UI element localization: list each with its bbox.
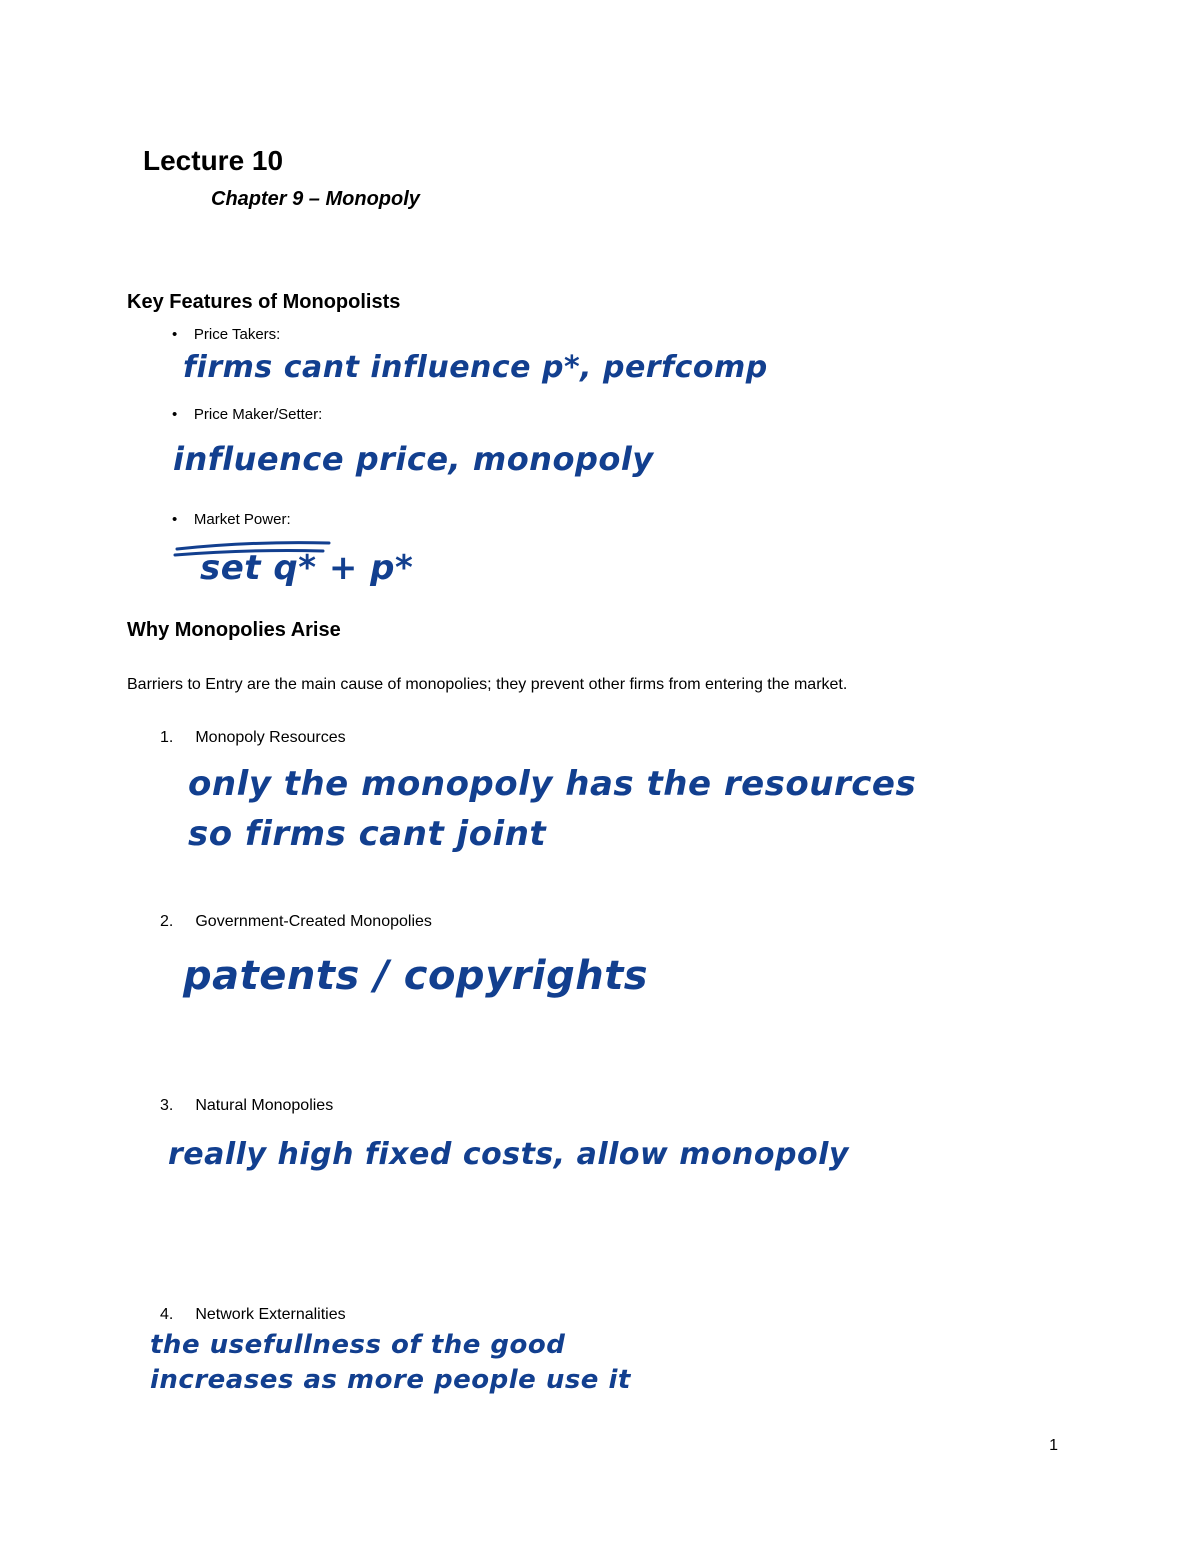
list-number: 3. <box>160 1097 174 1114</box>
list-label: Network Externalities <box>195 1306 346 1323</box>
list-item-monopoly-resources <box>160 729 346 747</box>
section-heading-key-features: Key Features of Monopolists <box>127 291 401 313</box>
handwritten-note-network-line-2: increases as more people use it <box>150 1365 631 1395</box>
list-label: Government-Created Monopolies <box>195 913 432 930</box>
bullet-dot: • <box>172 406 194 423</box>
list-number: 4. <box>160 1306 174 1323</box>
handwritten-note-price-maker: influence price, monopoly <box>173 440 654 478</box>
list-item-network-externalities <box>160 1306 346 1324</box>
handwritten-note-market-power: set q* + p* <box>200 548 414 588</box>
list-label: Natural Monopolies <box>195 1097 334 1114</box>
bullet-label: Market Power: <box>193 511 291 528</box>
list-label: Monopoly Resources <box>195 729 346 746</box>
handwritten-note-resources-line-2: so firms cant joint <box>188 814 547 854</box>
handwritten-note-natural-monopolies: really high fixed costs, allow monopoly <box>168 1137 849 1172</box>
intro-paragraph: Barriers to Entry are the main cause of monopolies; they prevent other firms from entering the market. <box>127 676 848 693</box>
bullet-market-power <box>172 511 291 528</box>
bullet-label: Price Takers: <box>193 326 281 343</box>
chapter-title: Chapter 9 – Monopoly <box>211 188 420 210</box>
list-item-natural-monopolies <box>160 1097 333 1115</box>
handwritten-note-price-takers: firms cant influence p*, perfcomp <box>183 350 768 385</box>
handwritten-note-network-line-1: the usefullness of the good <box>150 1330 566 1360</box>
bullet-price-takers <box>172 326 280 343</box>
bullet-dot: • <box>172 511 194 528</box>
handwritten-note-government-created: patents / copyrights <box>183 953 649 999</box>
bullet-dot: • <box>172 326 194 343</box>
bullet-price-maker <box>172 406 322 423</box>
list-item-government-created <box>160 913 432 931</box>
lecture-title: Lecture 10 <box>143 145 284 176</box>
bullet-label: Price Maker/Setter: <box>193 406 323 423</box>
list-number: 2. <box>160 913 174 930</box>
page-number: 1 <box>1049 1437 1058 1454</box>
list-number: 1. <box>160 729 174 746</box>
section-heading-why-arise: Why Monopolies Arise <box>127 619 341 641</box>
handwritten-note-resources-line-1: only the monopoly has the resources <box>188 764 917 804</box>
